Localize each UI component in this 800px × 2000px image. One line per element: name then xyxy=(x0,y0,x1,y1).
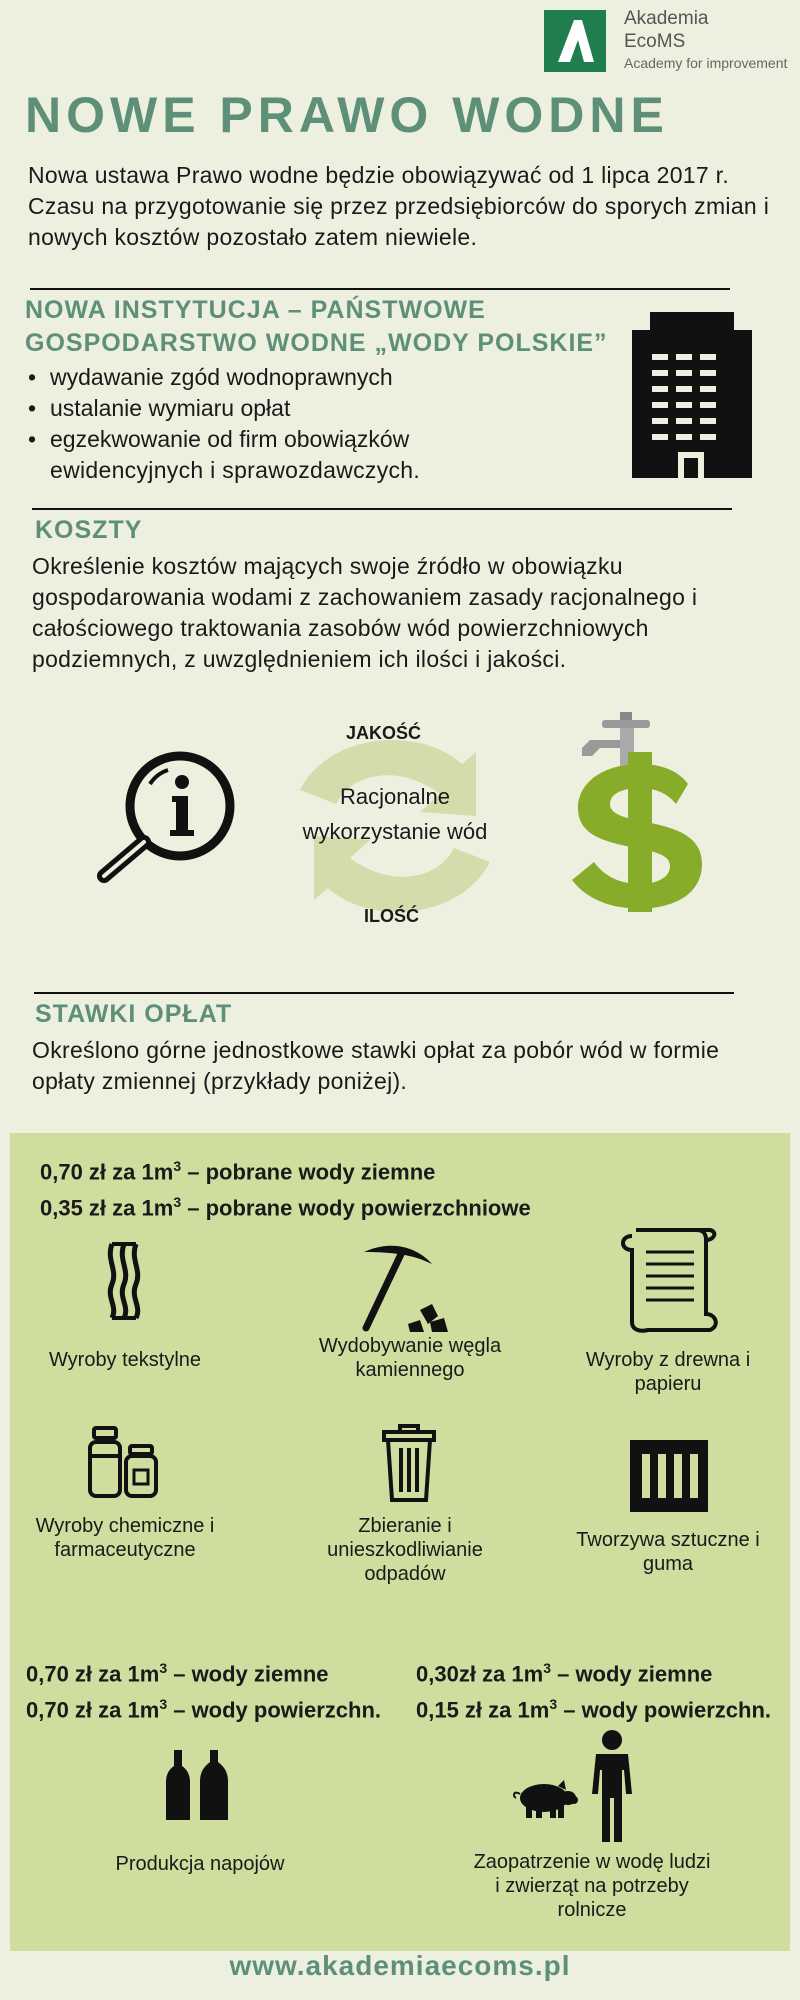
industry-label: Wydobywanie węgla kamiennego xyxy=(318,1335,502,1381)
agriculture-label-3: rolnicze xyxy=(557,1899,627,1921)
logo-name-2: EcoMS xyxy=(624,31,686,52)
rate-line: 0,70 zł za $1m^3$ – wody ziemne xyxy=(26,1660,329,1687)
industry-label: Wyroby chemiczne i farmaceutyczne xyxy=(35,1515,215,1561)
divider xyxy=(34,992,734,994)
agriculture-label-1: Zaopatrzenie w wodę ludzi xyxy=(473,1851,711,1873)
pig-icon xyxy=(510,1780,578,1820)
divider xyxy=(30,288,730,290)
dollar-tap-icon xyxy=(560,712,720,912)
list-item: • egzekwowanie od firm obowiązków xyxy=(28,424,409,455)
logo-tagline: Academy for improvement xyxy=(624,55,788,71)
scroll-paper-icon xyxy=(618,1226,720,1336)
textile-icon xyxy=(104,1240,144,1322)
plastic-rubber-icon xyxy=(630,1440,708,1512)
rate-line: 0,30zł za $1m^3$ – wody ziemne xyxy=(416,1660,713,1687)
logo-mark xyxy=(544,10,606,72)
building-icon xyxy=(632,312,752,478)
list-item: • wydawanie zgód wodnoprawnych xyxy=(28,362,409,393)
logo-name-1: Akademia xyxy=(624,8,709,29)
industry-label: Wyroby tekstylne xyxy=(48,1349,202,1371)
institution-heading-2: GOSPODARSTWO WODNE „WODY POLSKIE” xyxy=(25,329,608,357)
person-icon xyxy=(590,1730,634,1844)
footer-url[interactable]: www.akademiaecoms.pl xyxy=(229,1950,571,1981)
pickaxe-coal-icon xyxy=(360,1240,452,1334)
cycle-center-2: wykorzystanie wód xyxy=(302,819,488,844)
rate-line: 0,70 zł za $1m^3$ – wody powierzchn. xyxy=(26,1696,382,1723)
magnifier-info-icon xyxy=(92,744,240,886)
chemistry-bottles-icon xyxy=(86,1426,162,1500)
cycle-label-quantity: ILOŚĆ xyxy=(364,906,420,926)
industry-label: Tworzywa sztuczne i guma xyxy=(576,1529,760,1575)
rate-line: 0,35 zł za $1m^3$ – pobrane wody powierzchniowe xyxy=(40,1194,531,1221)
logo-a-icon xyxy=(544,10,606,72)
rate-line: 0,70 zł za $1m^3$ – pobrane wody ziemne xyxy=(40,1158,436,1185)
costs-text: Określenie kosztów mających swoje źródło w obowiązku gospodarowania wodami z zachowaniem zasady racjonalnego i całościowego traktowania zasobów wód powierzchniowych podziemnych, z uwzględnieniem ich ilości i jakości. xyxy=(32,553,698,672)
list-item: • ustalanie wymiaru opłat xyxy=(28,393,409,424)
industry-label: Zbieranie i unieszkodliwianie odpadów xyxy=(327,1515,483,1585)
industry-label: Wyroby z drewna i papieru xyxy=(585,1349,751,1395)
trash-bin-icon xyxy=(382,1424,436,1502)
costs-heading: KOSZTY xyxy=(35,516,143,544)
institution-heading-1: NOWA INSTYTUCJA – PAŃSTWOWE xyxy=(25,296,486,324)
institution-list xyxy=(28,362,409,455)
list-item-continuation: ewidencyjnych i sprawozdawczych. xyxy=(50,457,421,483)
divider xyxy=(32,508,732,510)
bottles-icon xyxy=(166,1748,232,1822)
cycle-center-1: Racjonalne xyxy=(339,784,451,809)
agriculture-label-2: i zwierząt na potrzeby xyxy=(495,1875,689,1897)
intro-text: Nowa ustawa Prawo wodne będzie obowiązywać od 1 lipca 2017 r. Czasu na przygotowanie się przez przedsiębiorców do sporych zmian i nowych kosztów pozostało zatem niewiele. xyxy=(28,162,770,250)
beverages-label: Produkcja napojów xyxy=(115,1853,285,1875)
rates-text: Określono górne jednostkowe stawki opłat za pobór wód w formie opłaty zmiennej (przykłady poniżej). xyxy=(32,1037,720,1094)
cycle-label-quality: JAKOŚĆ xyxy=(346,723,422,743)
rate-line: 0,15 zł za $1m^3$ – wody powierzchn. xyxy=(416,1696,772,1723)
rates-heading: STAWKI OPŁAT xyxy=(35,1000,233,1028)
page-title: NOWE PRAWO WODNE xyxy=(25,87,669,143)
